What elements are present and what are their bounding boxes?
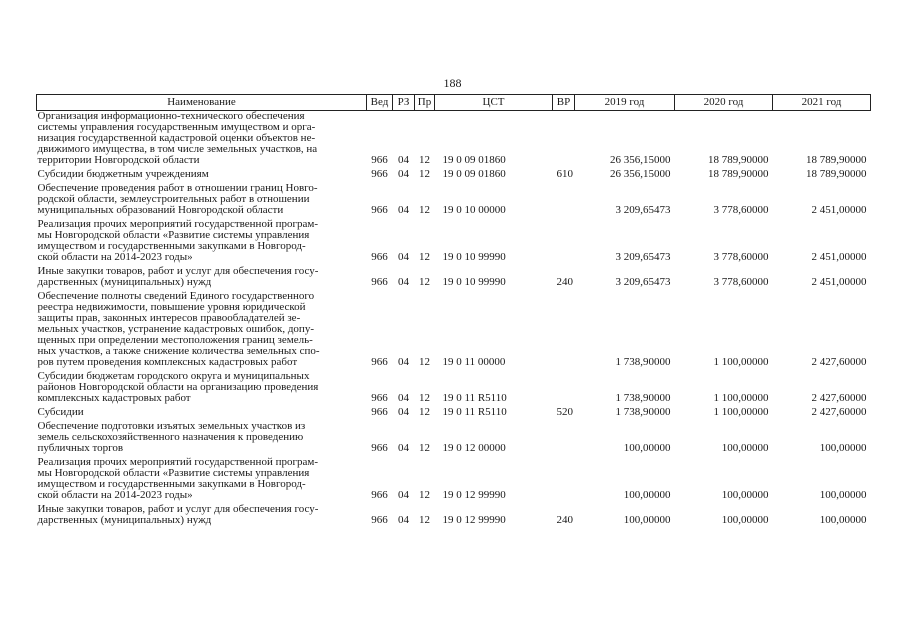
header-2019: 2019 год [575, 95, 675, 111]
cell-2019: 3 209,65473 [615, 204, 671, 216]
cell-2019: 26 356,15000 [610, 154, 671, 166]
name-line: комплексных кадастровых работ [37, 392, 191, 404]
name-line: Иные закупки товаров, работ и услуг для обеспечения госу- [37, 265, 319, 277]
table-row [37, 504, 871, 529]
name-line: Субсидии бюджетным учреждениям [37, 168, 209, 180]
header-name: Наименование [37, 95, 367, 111]
cell-ved: 966 [371, 154, 388, 166]
cell-rz: 04 [398, 168, 409, 180]
cell-vr: 520 [556, 406, 573, 418]
cell-2019: 100,00000 [623, 442, 671, 454]
cell-cst: 19 0 11 R5110 [442, 406, 507, 418]
cell-pr: 12 [419, 442, 430, 454]
cell-vr [553, 371, 575, 407]
cell-vr [553, 421, 575, 457]
cell-ved: 966 [371, 489, 388, 501]
name-line: реестра недвижимости, повышение уровня юридической [37, 301, 306, 313]
cell-ved: 966 [371, 168, 388, 180]
cell-rz: 04 [398, 489, 409, 501]
name-line: мы Новгородской области «Развитие системы управления [37, 467, 310, 479]
cell-rz: 04 [398, 204, 409, 216]
name-line: родской области, землеустроительных работ в отношении [37, 193, 310, 205]
cell-ved: 966 [371, 406, 388, 418]
cell-pr: 12 [419, 489, 430, 501]
name-line: движимого имущества, в том числе земельных участков, на [37, 143, 318, 155]
cell-name [37, 169, 367, 183]
name-line: муниципальных образований Новгородской области [37, 204, 284, 216]
name-line: Субсидии [37, 406, 84, 418]
name-line: Обеспечение проведения работ в отношении границ Новго- [37, 182, 318, 194]
cell-2020: 18 789,90000 [708, 154, 769, 166]
cell-2020: 3 778,60000 [713, 204, 769, 216]
cell-cst: 19 0 11 R5110 [442, 392, 507, 404]
cell-vr [553, 457, 575, 504]
cell-name [37, 111, 367, 170]
cell-vr: 240 [556, 514, 573, 526]
name-line: Обеспечение полноты сведений Единого государственного [37, 290, 315, 302]
table-row [37, 407, 871, 421]
name-line: публичных торгов [37, 442, 124, 454]
cell-vr [553, 291, 575, 371]
cell-2020: 3 778,60000 [713, 276, 769, 288]
cell-ved: 966 [371, 204, 388, 216]
name-line: Реализация прочих мероприятий государственной програм- [37, 456, 318, 468]
cell-2020: 100,00000 [721, 489, 769, 501]
cell-vr [553, 219, 575, 266]
cell-cst: 19 0 10 99990 [442, 251, 506, 263]
cell-2019: 26 356,15000 [610, 168, 671, 180]
cell-2021: 100,00000 [819, 514, 867, 526]
cell-2021: 2 451,00000 [811, 276, 867, 288]
table-row [37, 457, 871, 504]
cell-cst: 19 0 10 99990 [442, 276, 506, 288]
cell-ved: 966 [371, 442, 388, 454]
cell-rz: 04 [398, 276, 409, 288]
cell-name [37, 457, 367, 504]
name-line: мы Новгородской области «Развитие системы управления [37, 229, 310, 241]
cell-vr: 240 [556, 276, 573, 288]
cell-pr: 12 [419, 356, 430, 368]
cell-cst: 19 0 09 01860 [442, 168, 506, 180]
cell-name [37, 219, 367, 266]
header-2020: 2020 год [675, 95, 773, 111]
page-number: 188 [443, 76, 462, 90]
name-line: ской области на 2014-2023 годы» [37, 251, 193, 263]
cell-ved: 966 [371, 276, 388, 288]
table-row [37, 421, 871, 457]
cell-2019: 1 738,90000 [615, 392, 671, 404]
cell-pr: 12 [419, 154, 430, 166]
cell-2019: 3 209,65473 [615, 251, 671, 263]
cell-name [37, 371, 367, 407]
cell-rz: 04 [398, 514, 409, 526]
header-2021: 2021 год [773, 95, 871, 111]
table-row [37, 169, 871, 183]
table-row [37, 183, 871, 219]
cell-cst: 19 0 12 99990 [442, 514, 506, 526]
name-line: Иные закупки товаров, работ и услуг для обеспечения госу- [37, 503, 319, 515]
cell-rz: 04 [398, 392, 409, 404]
name-line: ской области на 2014-2023 годы» [37, 489, 193, 501]
name-line: дарственных (муниципальных) нужд [37, 514, 212, 526]
header-rz: РЗ [393, 95, 415, 111]
name-line: Субсидии бюджетам городского округа и муниципальных [37, 370, 310, 382]
table-row [37, 371, 871, 407]
cell-ved: 966 [371, 356, 388, 368]
cell-name [37, 266, 367, 291]
name-line: защиты прав, законных интересов правообладателей зе- [37, 312, 301, 324]
name-line: имуществом и государственными закупками в Новгород- [37, 478, 306, 490]
cell-2019: 1 738,90000 [615, 406, 671, 418]
cell-name [37, 291, 367, 371]
cell-2019: 100,00000 [623, 489, 671, 501]
cell-name [37, 504, 367, 529]
name-line: территории Новгородской области [37, 154, 200, 166]
cell-rz: 04 [398, 251, 409, 263]
cell-2020: 100,00000 [721, 514, 769, 526]
header-ved: Вед [367, 95, 393, 111]
cell-2021: 18 789,90000 [806, 168, 867, 180]
cell-rz: 04 [398, 442, 409, 454]
cell-name [37, 407, 367, 421]
cell-2021: 2 451,00000 [811, 251, 867, 263]
table-row [37, 111, 871, 170]
table-row [37, 266, 871, 291]
name-line: имуществом и государственными закупками в Новгород- [37, 240, 306, 252]
header-cst: ЦСТ [435, 95, 553, 111]
cell-pr: 12 [419, 392, 430, 404]
table-header-row [37, 95, 871, 111]
cell-2020: 18 789,90000 [708, 168, 769, 180]
name-line: районов Новгородской области на организацию проведения [37, 381, 319, 393]
cell-rz: 04 [398, 356, 409, 368]
cell-2021: 2 427,60000 [811, 356, 867, 368]
name-line: дарственных (муниципальных) нужд [37, 276, 212, 288]
cell-vr [553, 183, 575, 219]
cell-cst: 19 0 12 99990 [442, 489, 506, 501]
cell-2021: 18 789,90000 [806, 154, 867, 166]
table-body [37, 111, 871, 530]
cell-2021: 2 451,00000 [811, 204, 867, 216]
cell-pr: 12 [419, 514, 430, 526]
cell-name [37, 183, 367, 219]
cell-ved: 966 [371, 514, 388, 526]
name-line: мельных участков, устранение кадастровых ошибок, допу- [37, 323, 314, 335]
cell-pr: 12 [419, 251, 430, 263]
cell-pr: 12 [419, 204, 430, 216]
name-line: ров путем проведения комплексных кадастровых работ [37, 356, 298, 368]
budget-table [36, 94, 871, 529]
cell-cst: 19 0 11 00000 [442, 356, 506, 368]
cell-cst: 19 0 12 00000 [442, 442, 506, 454]
cell-2020: 3 778,60000 [713, 251, 769, 263]
table-row [37, 291, 871, 371]
name-line: ных участков, а также снижение количества земельных спо- [37, 345, 320, 357]
cell-2021: 100,00000 [819, 442, 867, 454]
cell-2021: 100,00000 [819, 489, 867, 501]
cell-vr [553, 111, 575, 170]
header-pr: Пр [415, 95, 435, 111]
cell-ved: 966 [371, 251, 388, 263]
cell-2019: 100,00000 [623, 514, 671, 526]
name-line: щенных при определении местоположения границ земель- [37, 334, 313, 346]
cell-cst: 19 0 10 00000 [442, 204, 506, 216]
cell-pr: 12 [419, 168, 430, 180]
cell-rz: 04 [398, 154, 409, 166]
cell-2019: 1 738,90000 [615, 356, 671, 368]
cell-2021: 2 427,60000 [811, 406, 867, 418]
table-row [37, 219, 871, 266]
header-vr: ВР [553, 95, 575, 111]
name-line: Реализация прочих мероприятий государственной програм- [37, 218, 318, 230]
name-line: земель сельскохозяйственного назначения к проведению [37, 431, 304, 443]
name-line: Организация информационно-технического обеспечения [37, 110, 305, 122]
name-line: Обеспечение подготовки изъятых земельных участков из [37, 420, 306, 432]
cell-cst: 19 0 09 01860 [442, 154, 506, 166]
cell-2019: 3 209,65473 [615, 276, 671, 288]
cell-ved: 966 [371, 392, 388, 404]
cell-name [37, 421, 367, 457]
name-line: низация государственной кадастровой оценки объектов не- [37, 132, 316, 144]
cell-pr: 12 [419, 276, 430, 288]
cell-pr: 12 [419, 406, 430, 418]
cell-2020: 1 100,00000 [713, 406, 769, 418]
cell-2021: 2 427,60000 [811, 392, 867, 404]
cell-2020: 100,00000 [721, 442, 769, 454]
cell-rz: 04 [398, 406, 409, 418]
cell-2020: 1 100,00000 [713, 356, 769, 368]
name-line: системы управления государственным имуществом и орга- [37, 121, 316, 133]
cell-2020: 1 100,00000 [713, 392, 769, 404]
cell-vr: 610 [556, 168, 573, 180]
